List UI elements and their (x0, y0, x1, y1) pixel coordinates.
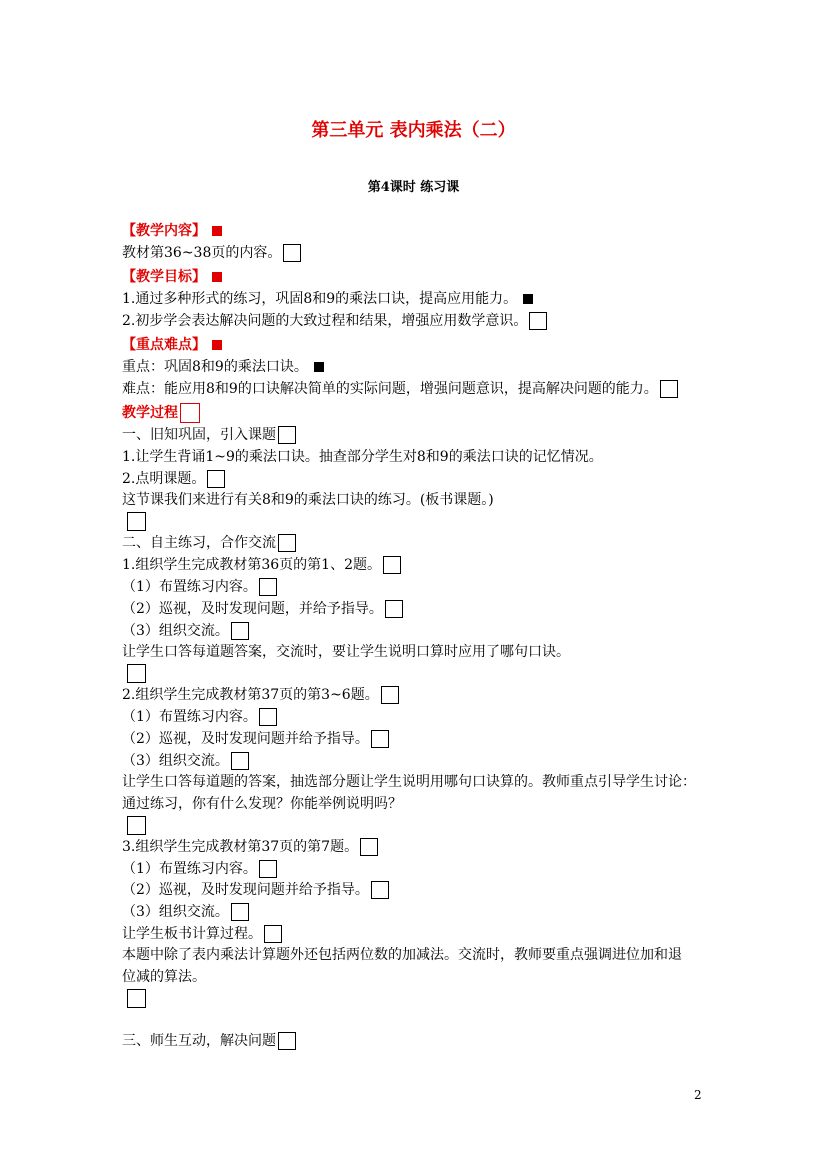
difficulty: 难点：能应用8和9的口诀解决简单的实际问题，增强问题意识，提高解决问题的能力。 (122, 381, 658, 397)
goals-heading-line (122, 267, 222, 287)
empty-box-icon (278, 534, 296, 552)
empty-box-icon (278, 1032, 296, 1050)
text-line (122, 469, 225, 489)
text: 2.组织学生完成教材第37页的第3~6题。 (122, 687, 379, 703)
text-line (122, 924, 282, 944)
content-heading: 【教学内容】 (122, 223, 206, 239)
text-line (122, 837, 378, 857)
goal-1-line (122, 289, 533, 309)
text-line (122, 490, 494, 510)
difficulty-line (122, 379, 678, 399)
content-heading-line (122, 221, 222, 241)
text-line (122, 621, 249, 641)
empty-box-icon (207, 470, 225, 488)
empty-box-icon (127, 989, 146, 1008)
empty-box-icon (259, 708, 277, 726)
process-heading: 教学过程 (122, 405, 178, 421)
empty-box-icon (127, 816, 146, 835)
text-line (122, 577, 277, 597)
text: 2.点明课题。 (122, 471, 206, 487)
text-line (122, 794, 402, 814)
text: （3）组织交流。 (122, 623, 229, 639)
text-line (122, 880, 389, 900)
empty-box-icon (264, 925, 282, 943)
empty-box-icon (259, 578, 277, 596)
square-marker-icon (314, 362, 324, 372)
text: 3.组织学生完成教材第37页的第7题。 (122, 839, 359, 855)
empty-box-icon (371, 730, 389, 748)
text: （1）布置练习内容。 (122, 861, 257, 877)
text: 通过练习，你有什么发现？你能举例说明吗？ (122, 796, 402, 812)
empty-box-icon (660, 380, 678, 398)
text-line (122, 642, 570, 662)
empty-box-icon (383, 556, 401, 574)
text: （2）巡视，及时发现问题并给予指导。 (122, 882, 369, 898)
section-3-line (122, 1031, 296, 1051)
key-heading-line (122, 335, 222, 355)
content-line (122, 243, 301, 263)
key-heading: 【重点难点】 (122, 337, 206, 353)
text: 让学生口答每道题的答案，抽选部分题让学生说明用哪句口诀算的。教师重点引导学生讨论： (122, 774, 696, 790)
empty-box-icon (529, 312, 547, 330)
goals-heading: 【教学目标】 (122, 269, 206, 285)
text: 让学生板书计算过程。 (122, 926, 262, 942)
process-heading-line (122, 403, 200, 423)
section-2-line (122, 533, 296, 553)
text-line (122, 599, 403, 619)
text-line (122, 729, 389, 749)
text-line (122, 859, 277, 879)
text: （3）组织交流。 (122, 904, 229, 920)
empty-box-icon (231, 903, 249, 921)
text-line (122, 902, 249, 922)
goal-2-line (122, 311, 547, 331)
empty-box-icon (385, 600, 403, 618)
text: 本题中除了表内乘法计算题外还包括两位数的加减法。交流时，教师要重点强调进位加和退 (122, 947, 682, 963)
empty-box-icon (127, 664, 146, 683)
text: 这节课我们来进行有关8和9的乘法口诀的练习。(板书课题。) (122, 492, 494, 508)
text: （2）巡视，及时发现问题并给予指导。 (122, 731, 369, 747)
section-2-title: 二、自主练习，合作交流 (122, 535, 276, 551)
text: （2）巡视，及时发现问题，并给予指导。 (122, 601, 383, 617)
square-marker-icon (212, 272, 222, 282)
text-line (122, 945, 682, 965)
text: 位减的算法。 (122, 969, 206, 985)
key-point-line (122, 357, 324, 377)
empty-box-icon (259, 860, 277, 878)
section-1-line (122, 425, 296, 445)
text-line (122, 685, 399, 705)
goal-1: 1.通过多种形式的练习，巩固8和9的乘法口诀，提高应用能力。 (122, 291, 518, 307)
text: 1.让学生背诵1~9的乘法口诀。抽查部分学生对8和9的乘法口诀的记忆情况。 (122, 449, 603, 465)
content-text: 教材第36~38页的内容。 (122, 245, 282, 261)
page-title: 第三单元 表内乘法（二） (311, 120, 516, 141)
text: （3）组织交流。 (122, 753, 229, 769)
text: （1）布置练习内容。 (122, 709, 257, 725)
text-line (122, 751, 249, 771)
text-line (122, 967, 206, 987)
page-number: 2 (694, 1088, 702, 1102)
key-point: 重点：巩固8和9的乘法口诀。 (122, 359, 308, 375)
text-line (122, 447, 603, 467)
square-marker-icon (523, 294, 533, 304)
empty-box-icon (180, 403, 200, 423)
section-1-title: 一、旧知巩固，引入课题 (122, 427, 276, 443)
text-line (122, 772, 696, 792)
text: 让学生口答每道题答案，交流时，要让学生说明口算时应用了哪句口诀。 (122, 644, 570, 660)
empty-box-icon (127, 512, 146, 531)
text: 1.组织学生完成教材第36页的第1、2题。 (122, 557, 381, 573)
square-marker-icon (212, 340, 222, 350)
section-3-title: 三、师生互动，解决问题 (122, 1033, 276, 1049)
empty-box-icon (371, 881, 389, 899)
square-marker-icon (212, 226, 222, 236)
text: （1）布置练习内容。 (122, 579, 257, 595)
empty-box-icon (381, 686, 399, 704)
text-line (122, 555, 401, 575)
goal-2: 2.初步学会表达解决问题的大致过程和结果，增强应用数学意识。 (122, 313, 528, 329)
empty-box-icon (360, 838, 378, 856)
lesson-subtitle: 第4课时 练习课 (367, 180, 460, 195)
empty-box-icon (231, 752, 249, 770)
empty-box-icon (278, 426, 296, 444)
empty-box-icon (283, 244, 301, 262)
empty-box-icon (231, 622, 249, 640)
text-line (122, 707, 277, 727)
